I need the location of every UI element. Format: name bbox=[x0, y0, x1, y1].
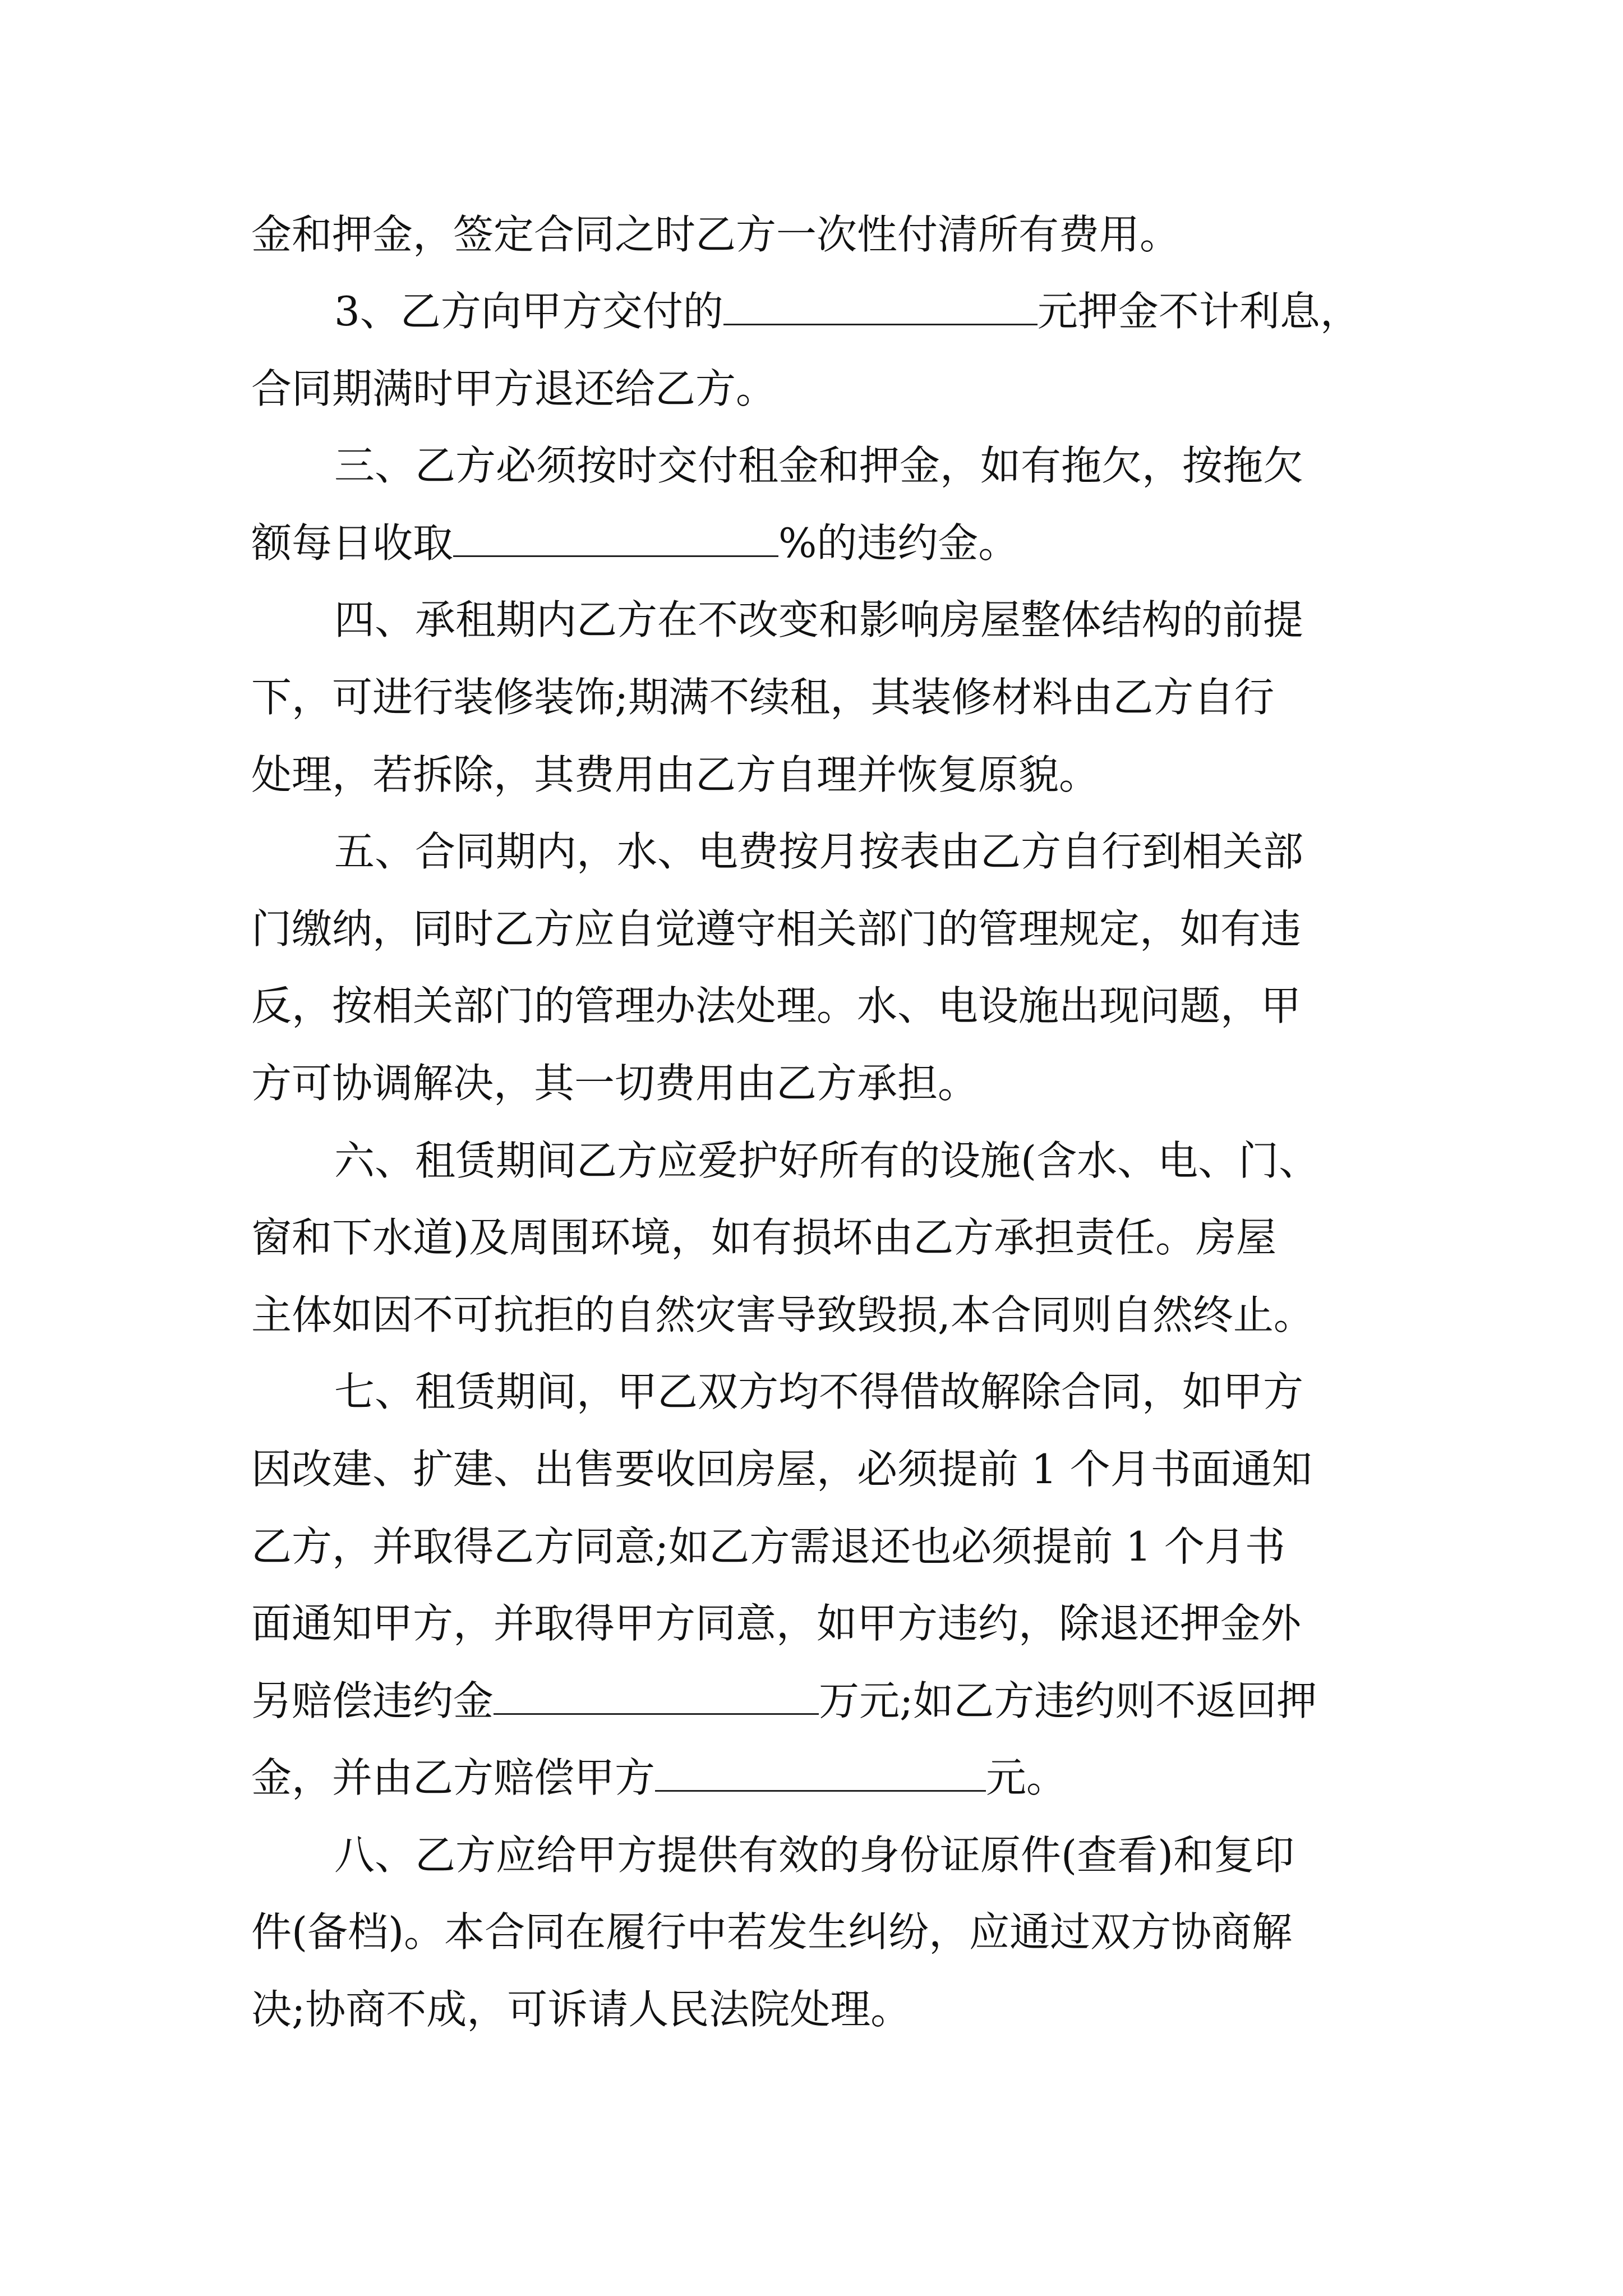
text-line: 因改建、扩建、出售要收回房屋，必须提前 1 个月书面通知 bbox=[251, 1446, 1312, 1493]
text-line: 面通知甲方，并取得甲方同意，如甲方违约，除退还押金外 bbox=[251, 1600, 1302, 1647]
text-line: 七、租赁期间，甲乙双方均不得借故解除合同，如甲方 bbox=[334, 1368, 1304, 1415]
clause-text: 金，并由乙方赔偿甲方 bbox=[251, 1754, 656, 1801]
text-line bbox=[251, 515, 1018, 571]
text-line: 反，按相关部门的管理办法处理。水、电设施出现问题，甲 bbox=[251, 982, 1302, 1029]
text-line: 合同期满时甲方退还给乙方。 bbox=[251, 365, 777, 412]
text-line bbox=[334, 283, 1361, 339]
clause-text: 3、乙方向甲方交付的 bbox=[334, 288, 723, 335]
text-line: 决;协商不成，可诉请人民法院处理。 bbox=[251, 1986, 911, 2033]
clause-text: %的违约金。 bbox=[778, 519, 1019, 567]
fill-in-blank bbox=[494, 1673, 819, 1715]
text-line: 件(备档)。本合同在履行中若发生纠纷，应通过双方协商解 bbox=[251, 1908, 1293, 1955]
text-line bbox=[251, 1750, 1067, 1806]
text-line: 八、乙方应给甲方提供有效的身份证原件(查看)和复印 bbox=[334, 1832, 1295, 1879]
fill-in-blank bbox=[655, 1750, 986, 1792]
text-line: 方可协调解决，其一切费用由乙方承担。 bbox=[251, 1060, 979, 1107]
clause-text: 额每日收取 bbox=[251, 519, 454, 567]
text-line: 六、租赁期间乙方应爱护好所有的设施(含水、电、门、 bbox=[334, 1137, 1320, 1184]
text-line: 金和押金，签定合同之时乙方一次性付清所有费用。 bbox=[251, 211, 1181, 258]
clause-text: 元押金不计利息， bbox=[1037, 288, 1361, 335]
text-line: 四、承租期内乙方在不改变和影响房屋整体结构的前提 bbox=[334, 596, 1304, 643]
fill-in-blank bbox=[453, 515, 778, 557]
clause-text: 万元;如乙方违约则不返回押 bbox=[819, 1677, 1317, 1724]
text-line: 主体如因不可抗拒的自然灾害导致毁损,本合同则自然终止。 bbox=[251, 1291, 1314, 1338]
text-line: 三、乙方必须按时交付租金和押金，如有拖欠，按拖欠 bbox=[334, 442, 1304, 489]
text-line bbox=[251, 1673, 1317, 1729]
text-line: 下，可进行装修装饰;期满不续租，其装修材料由乙方自行 bbox=[251, 674, 1275, 721]
text-line: 五、合同期内，水、电费按月按表由乙方自行到相关部 bbox=[334, 828, 1304, 875]
clause-text: 另赔偿违约金 bbox=[251, 1677, 494, 1724]
text-line: 处理，若拆除，其费用由乙方自理并恢复原貌。 bbox=[251, 751, 1100, 798]
clause-text: 元。 bbox=[986, 1754, 1067, 1801]
text-line: 门缴纳，同时乙方应自觉遵守相关部门的管理规定，如有违 bbox=[251, 905, 1302, 953]
text-line: 乙方，并取得乙方同意;如乙方需退还也必须提前 1 个月书 bbox=[251, 1523, 1285, 1570]
text-line: 窗和下水道)及周围环境，如有损坏由乙方承担责任。房屋 bbox=[251, 1214, 1277, 1261]
fill-in-blank bbox=[723, 283, 1038, 325]
